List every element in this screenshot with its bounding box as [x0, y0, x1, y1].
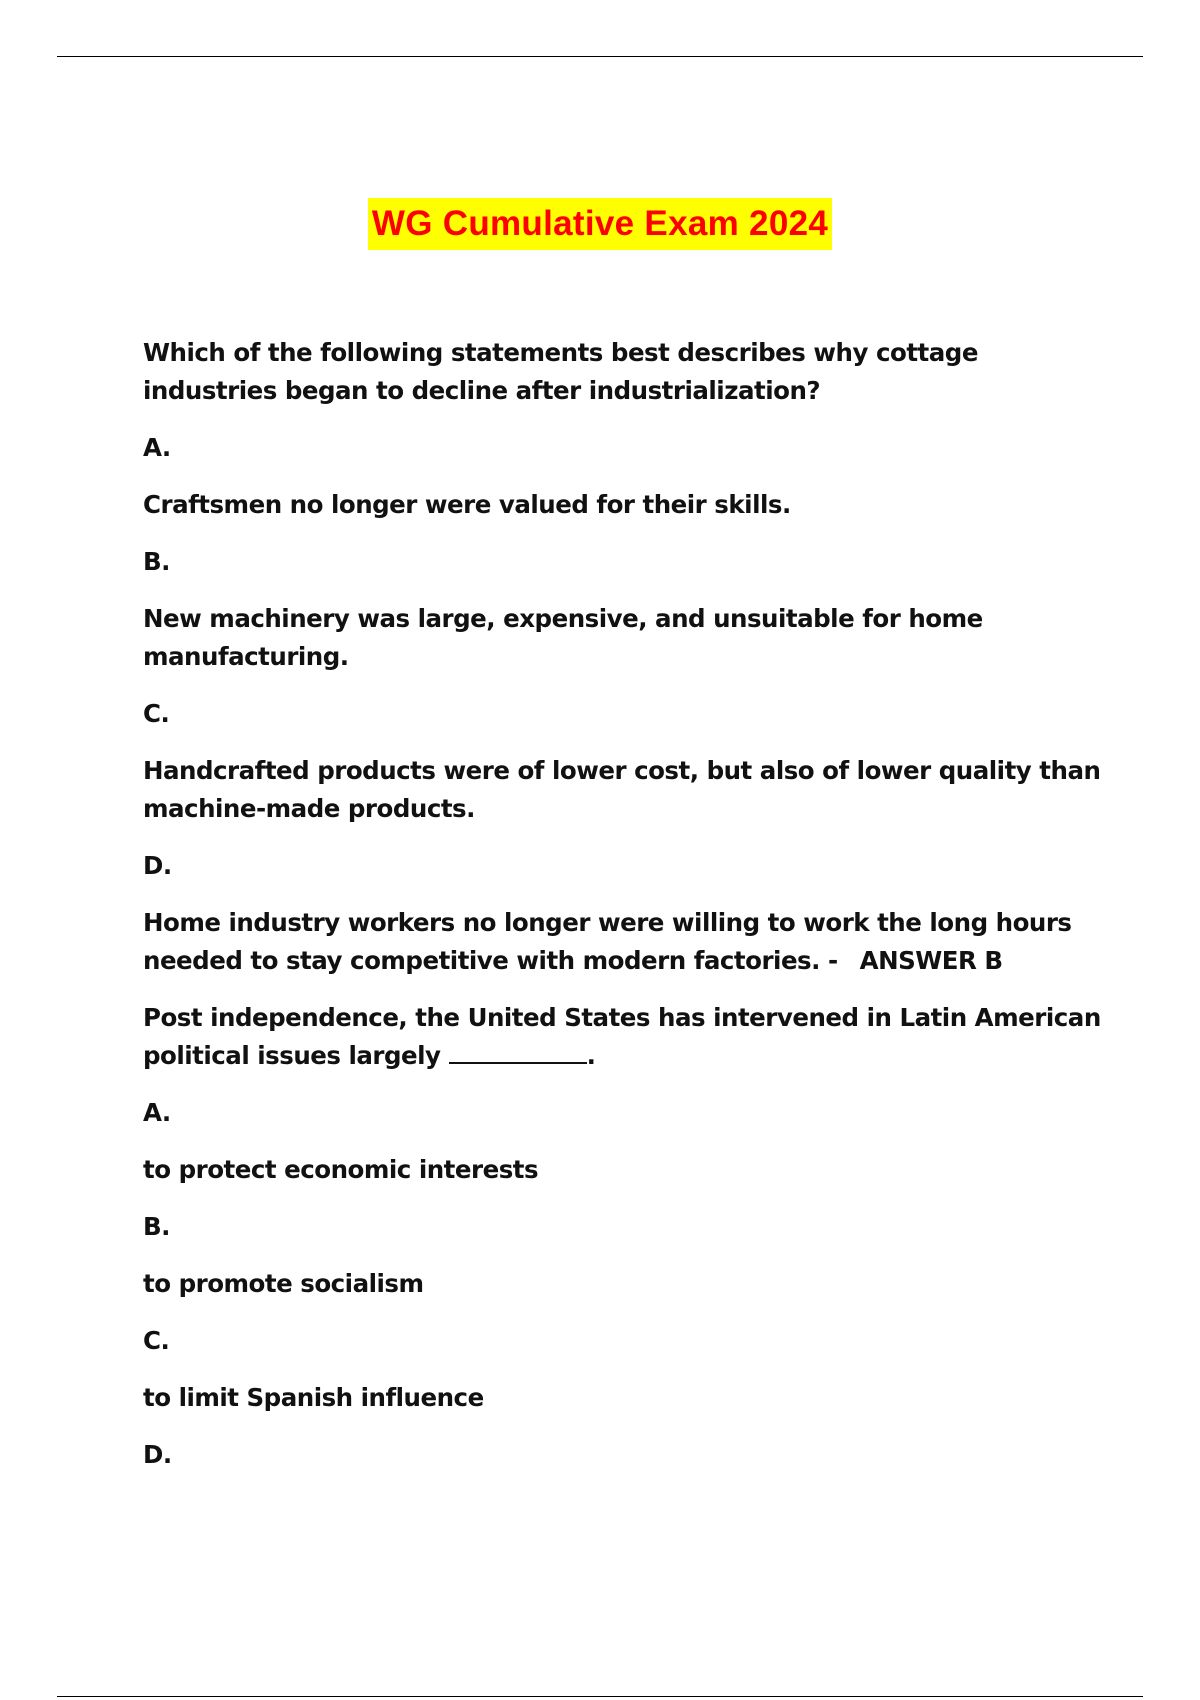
- top-rule: [57, 56, 1143, 57]
- question-2-prompt: Post independence, the United States has intervened in Latin American political issues largely: [143, 1003, 1101, 1070]
- question-1-option-b-text: New machinery was large, expensive, and unsuitable for home manufacturing.: [143, 604, 983, 671]
- question-2-prompt-block: [143, 999, 1103, 1075]
- question-1-option-a-letter: A.: [143, 433, 171, 462]
- question-1-option-d-letter: D.: [143, 851, 172, 880]
- question-1-option-c-text: Handcrafted products were of lower cost, but also of lower quality than machine-made products.: [143, 756, 1101, 823]
- question-1-option-b-letter: B.: [143, 547, 170, 576]
- question-2-prompt-end: .: [586, 1041, 596, 1070]
- exam-content: [143, 334, 1103, 1493]
- question-2-option-c-letter: C.: [143, 1326, 170, 1355]
- question-2-option-c-text: to limit Spanish influence: [143, 1383, 484, 1412]
- question-2-option-d-letter: D.: [143, 1440, 172, 1469]
- question-1-option-a-text: Craftsmen no longer were valued for their skills.: [143, 490, 791, 519]
- page-title: WG Cumulative Exam 2024: [368, 198, 832, 250]
- question-2-option-b-text: to promote socialism: [143, 1269, 424, 1298]
- question-1-answer: ANSWER B: [859, 946, 1003, 975]
- question-1-option-c-letter: C.: [143, 699, 170, 728]
- question-1-option-d-text: Home industry workers no longer were willing to work the long hours needed to stay competitive with modern factories. -: [143, 908, 1072, 975]
- title-container: [0, 198, 1200, 250]
- question-2-option-a-letter: A.: [143, 1098, 171, 1127]
- question-1-option-d-block: [143, 904, 1103, 980]
- question-2-option-a-text: to protect economic interests: [143, 1155, 539, 1184]
- fill-in-blank: [449, 1040, 587, 1064]
- question-1-prompt: Which of the following statements best describes why cottage industries began to decline after industrialization?: [143, 338, 978, 405]
- bottom-rule: [57, 1696, 1143, 1697]
- question-2-option-b-letter: B.: [143, 1212, 170, 1241]
